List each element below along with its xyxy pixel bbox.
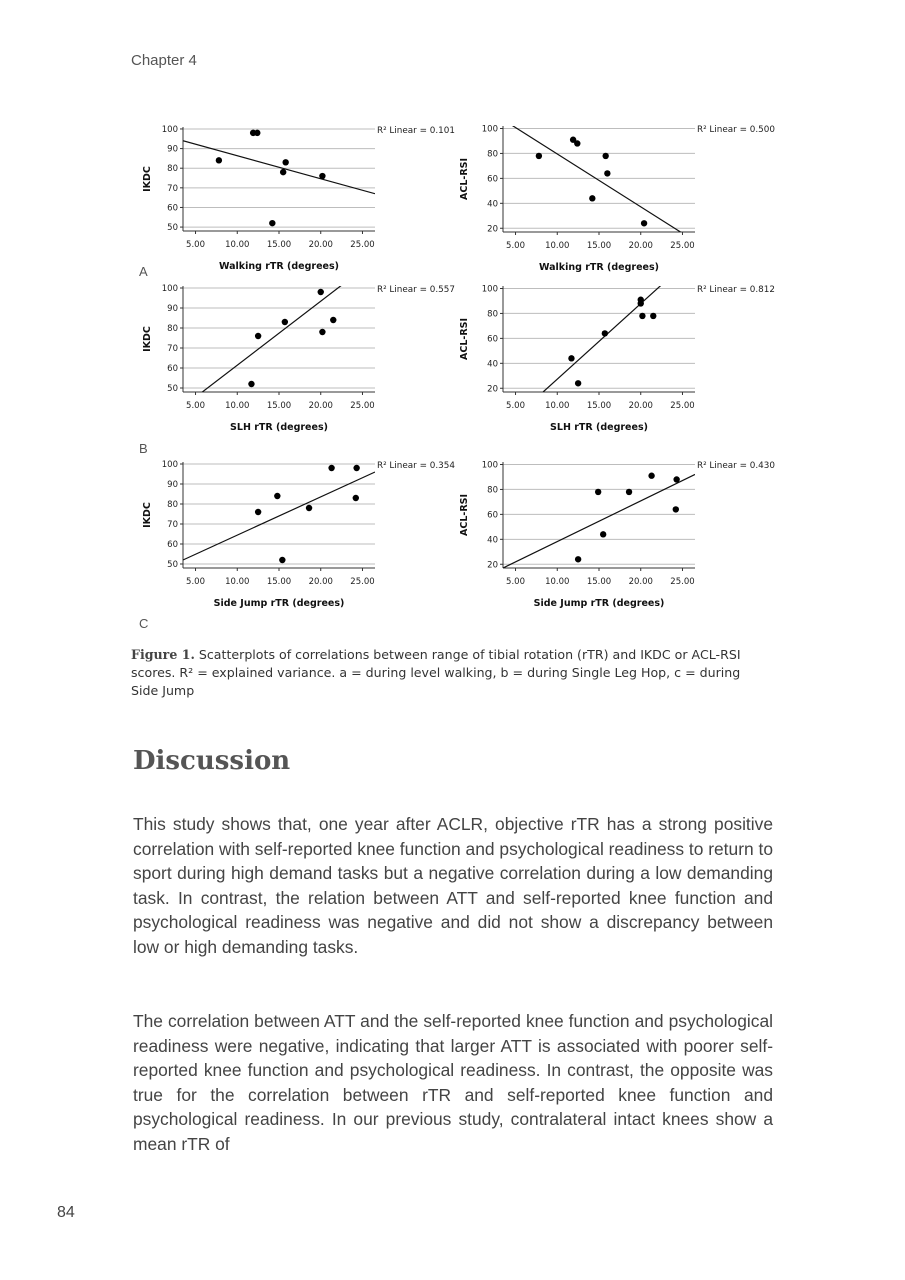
x-tick-label: 5.00 (186, 401, 205, 411)
fit-line (183, 472, 375, 560)
data-point (602, 153, 608, 159)
r2-label: R² Linear = 0.101 (377, 126, 455, 136)
data-point (274, 493, 280, 499)
y-tick-label: 20 (487, 384, 498, 395)
data-point (319, 329, 325, 335)
y-tick-label: 70 (167, 183, 178, 194)
data-point (255, 509, 261, 515)
r2-label: R² Linear = 0.430 (697, 461, 775, 471)
y-tick-label: 100 (481, 284, 498, 295)
r2-label: R² Linear = 0.557 (377, 285, 455, 295)
y-tick-label: 100 (481, 460, 498, 471)
x-tick-label: 5.00 (506, 577, 525, 587)
y-tick-label: 80 (167, 500, 178, 510)
x-tick-label: 25.00 (670, 241, 695, 251)
scatter-walking-aclrsi (455, 116, 785, 281)
x-tick-label: 25.00 (350, 401, 375, 411)
x-tick-label: 10.00 (225, 240, 250, 250)
x-axis-label: SLH rTR (degrees) (230, 422, 328, 433)
page-number: 84 (57, 1204, 75, 1221)
x-tick-label: 5.00 (506, 401, 525, 411)
y-tick-label: 80 (487, 309, 498, 320)
data-point (650, 313, 656, 319)
x-tick-label: 25.00 (350, 577, 375, 587)
data-point (574, 140, 580, 146)
y-tick-label: 80 (487, 149, 498, 160)
x-tick-label: 20.00 (308, 240, 333, 250)
y-tick-label: 70 (167, 520, 178, 530)
section-heading: Discussion (133, 746, 291, 776)
data-point (255, 333, 261, 339)
data-point (575, 556, 581, 562)
x-tick-label: 15.00 (586, 241, 612, 251)
data-point (626, 489, 632, 495)
panel-letter-a: A (139, 264, 148, 279)
data-point (639, 313, 645, 319)
chapter-header: Chapter 4 (131, 52, 197, 69)
data-point (282, 159, 288, 165)
scatter-slh-aclrsi (455, 276, 785, 441)
y-tick-label: 100 (161, 460, 178, 470)
y-axis-label: ACL-RSI (459, 317, 470, 361)
caption-label: Figure 1. (131, 647, 195, 662)
y-tick-label: 100 (161, 284, 178, 294)
y-tick-label: 80 (487, 485, 498, 496)
scatter-sidejump-aclrsi (455, 452, 785, 622)
y-tick-label: 100 (481, 124, 498, 135)
y-tick-label: 90 (167, 480, 178, 490)
y-tick-label: 70 (167, 344, 178, 354)
data-point (589, 195, 595, 201)
x-axis-label: Walking rTR (degrees) (219, 261, 339, 272)
r2-label: R² Linear = 0.500 (697, 125, 775, 135)
data-point (319, 173, 325, 179)
y-tick-label: 80 (167, 324, 178, 334)
x-tick-label: 20.00 (308, 401, 333, 411)
data-point (602, 330, 608, 336)
y-tick-label: 50 (167, 223, 178, 234)
x-tick-label: 15.00 (586, 401, 612, 411)
data-point (604, 170, 610, 176)
data-point (280, 169, 286, 175)
y-tick-label: 60 (167, 364, 178, 374)
fit-line (507, 122, 682, 233)
y-tick-label: 50 (167, 560, 178, 570)
x-tick-label: 15.00 (586, 577, 612, 587)
x-tick-label: 20.00 (628, 577, 653, 587)
fit-line (503, 474, 695, 568)
data-point (269, 220, 275, 226)
data-point (330, 317, 336, 323)
y-tick-label: 40 (487, 199, 498, 210)
r2-label: R² Linear = 0.812 (697, 285, 775, 295)
data-point (328, 465, 334, 471)
x-tick-label: 10.00 (225, 401, 250, 411)
data-point (279, 557, 285, 563)
x-tick-label: 20.00 (628, 401, 653, 411)
x-tick-label: 5.00 (506, 241, 525, 251)
y-tick-label: 60 (167, 203, 178, 214)
y-tick-label: 50 (167, 384, 178, 394)
data-point (254, 130, 260, 136)
panel-letter-b: B (139, 441, 148, 456)
y-tick-label: 20 (487, 560, 498, 571)
x-tick-label: 25.00 (670, 401, 695, 411)
x-tick-label: 15.00 (266, 240, 292, 250)
x-tick-label: 10.00 (225, 577, 250, 587)
x-tick-label: 15.00 (266, 577, 292, 587)
y-axis-label: ACL-RSI (459, 493, 470, 537)
y-axis-label: IKDC (142, 326, 153, 352)
y-axis-label: IKDC (142, 502, 153, 528)
y-tick-label: 20 (487, 224, 498, 235)
data-point (282, 319, 288, 325)
y-tick-label: 60 (487, 334, 498, 345)
y-axis-label: ACL-RSI (459, 157, 470, 201)
paragraph-1: This study shows that, one year after ACLR, objective rTR has a strong positive correlation with self-reported knee function and psychological readiness to return to sport during high demand tasks but a negative correlation during a low demanding task. In contrast, the relation between ATT and self-reported knee function and psychological readiness was negative and did not show a discrepancy between low or high demanding tasks. (133, 814, 773, 957)
data-point (673, 506, 679, 512)
x-tick-label: 25.00 (670, 577, 695, 587)
y-tick-label: 40 (487, 535, 498, 546)
x-tick-label: 10.00 (545, 241, 570, 251)
x-tick-label: 10.00 (545, 401, 570, 411)
x-tick-label: 20.00 (308, 577, 333, 587)
data-point (306, 505, 312, 511)
data-point (648, 473, 654, 479)
y-tick-label: 60 (487, 174, 498, 185)
x-tick-label: 5.00 (186, 240, 205, 250)
y-axis-label: IKDC (142, 166, 153, 192)
data-point (353, 495, 359, 501)
x-tick-label: 20.00 (628, 241, 653, 251)
figure-caption (131, 646, 771, 700)
data-point (353, 465, 359, 471)
x-axis-label: Walking rTR (degrees) (539, 262, 659, 273)
scatter-slh-ikdc (138, 276, 468, 441)
x-tick-label: 25.00 (350, 240, 375, 250)
x-axis-label: Side Jump rTR (degrees) (533, 598, 665, 609)
y-tick-label: 60 (167, 540, 178, 550)
data-point (248, 381, 254, 387)
y-tick-label: 90 (167, 304, 178, 314)
data-point (641, 220, 647, 226)
data-point (536, 153, 542, 159)
caption-text: Scatterplots of correlations between range of tibial rotation (rTR) and IKDC or ACL-RSI scores. R² = explained variance. a = during level walking, b = during Single Leg Hop, c = during Side Jump (131, 647, 741, 698)
y-tick-label: 80 (167, 164, 178, 175)
scatter-walking-ikdc (138, 116, 468, 281)
data-point (318, 289, 324, 295)
data-point (595, 489, 601, 495)
x-tick-label: 5.00 (186, 577, 205, 587)
data-point (575, 380, 581, 386)
data-point (600, 531, 606, 537)
y-tick-label: 90 (167, 144, 178, 155)
panel-letter-c: C (139, 616, 149, 631)
r2-label: R² Linear = 0.354 (377, 461, 455, 471)
y-tick-label: 60 (487, 510, 498, 521)
x-axis-label: Side Jump rTR (degrees) (213, 598, 345, 609)
paragraph-2: The correlation between ATT and the self-reported knee function and psychological readiness were negative, indicating that larger ATT is associated with poorer self-reported knee function and psychological readiness. In contrast, the opposite was true for the correlation between rTR and self-reported knee function and psychological readiness. In our previous study, contralateral intact knees show a mean rTR of (133, 1011, 773, 1154)
data-point (673, 476, 679, 482)
x-axis-label: SLH rTR (degrees) (550, 422, 648, 433)
data-point (216, 157, 222, 163)
x-tick-label: 15.00 (266, 401, 292, 411)
data-point (638, 300, 644, 306)
fit-line (200, 282, 346, 394)
data-point (568, 355, 574, 361)
scatter-sidejump-ikdc (138, 452, 468, 622)
x-tick-label: 10.00 (545, 577, 570, 587)
y-tick-label: 40 (487, 359, 498, 370)
y-tick-label: 100 (161, 124, 178, 135)
